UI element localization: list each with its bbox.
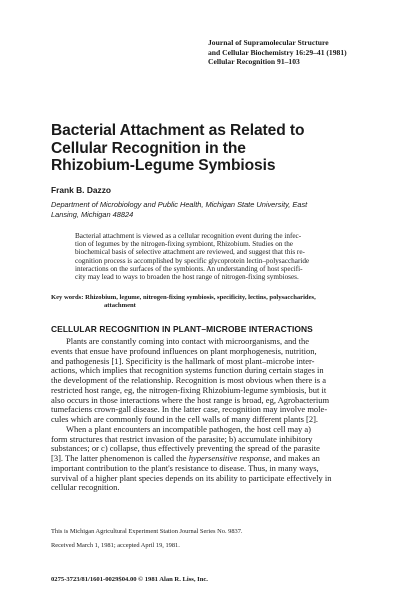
body-line: restricted host range, eg, the nitrogen-fixing Rhizobium-legume symbiosis, but it xyxy=(51,384,327,395)
abstract-line: city may lead to ways to broaden the host range of nitrogen-fixing symbioses. xyxy=(75,273,299,282)
body-line: cules which are commonly found in the cell walls of many different plants [2]. xyxy=(51,414,319,424)
body-line: important contribution to the plant's resistance to disease. Thus, in many ways, xyxy=(51,462,319,473)
body-line: When a plant encounters an incompatible pathogen, the host cell may a) xyxy=(66,423,311,434)
keywords-list: Rhizobium, legume, nitrogen-fixing symbiosis, specificity, lectins, polysaccharides, xyxy=(85,294,316,301)
abstract-line: biochemical basis of selective attachment are reviewed, and suggest that this re- xyxy=(75,248,305,257)
title-line-2: Cellular Recognition in the xyxy=(51,139,246,157)
body-line: tumefaciens crown-gall disease. In the latter case, recognition may involve mole- xyxy=(51,404,328,415)
journal-line-2: and Cellular Biochemistry 16:29–41 (1981) xyxy=(208,47,347,57)
italic-term: hypersensitive response xyxy=(188,453,270,463)
abstract-line: tion of legumes by the nitrogen-fixing symbiont, Rhizobium. Studies on the xyxy=(75,240,294,249)
abstract-line: Bacterial attachment is viewed as a cellular recognition event during the infec- xyxy=(75,232,302,240)
author-name: Frank B. Dazzo xyxy=(51,185,112,195)
abstract-line: interactions on the surfaces of the symbionts. An understanding of host specifi- xyxy=(75,264,303,273)
body-line: survival of a higher plant species depends on its ability to participate effectively in xyxy=(51,472,332,483)
keywords-continuation: attachment xyxy=(104,302,136,309)
body-line: events that ensue have profound influences on plant morphogenesis, nutrition, xyxy=(51,345,317,356)
article-title xyxy=(51,122,381,175)
body-line: actions, which implies that recognition systems function during certain stages in xyxy=(51,365,324,376)
body-line: Plants are constantly coming into contact with microorganisms, and the xyxy=(66,336,309,346)
copyright-line: 0275-3723/81/1601-0029$04.00 © 1981 Alan R. Liss, Inc. xyxy=(51,576,208,583)
author-affiliation xyxy=(51,200,371,220)
body-line: and pathogenesis [1]. Specificity is the hallmark of most plant–microbe inter- xyxy=(51,355,315,366)
body-line: cellular recognition. xyxy=(51,482,120,493)
title-line-3: Rhizobium-Legume Symbiosis xyxy=(51,157,276,175)
section-heading: CELLULAR RECOGNITION IN PLANT–MICROBE INTERACTIONS xyxy=(51,324,313,334)
journal-line-1: Journal of Supramolecular Structure xyxy=(208,38,329,47)
body-line: substances; or c) collapse, thus effectively preventing the spread of the parasite xyxy=(51,443,320,454)
title-line-1: Bacterial Attachment as Related to xyxy=(51,122,305,139)
body-line: the development of the relationship. Recognition is most obvious when there is a xyxy=(51,375,327,385)
journal-citation xyxy=(208,38,398,67)
keywords xyxy=(51,294,391,310)
affiliation-line-2: Lansing, Michigan 48824 xyxy=(51,209,134,219)
body-line: form structures that restrict invasion of the parasite; b) accumulate inhibitory xyxy=(51,433,313,444)
footnote-received: Received March 1, 1981; accepted April 19, 1981. xyxy=(51,542,180,549)
body-line-start: [3]. The latter phenomenon is called the xyxy=(51,453,189,463)
affiliation-line-1: Department of Microbiology and Public Health, Michigan State University, East xyxy=(51,200,308,209)
body-line-end: , and makes an xyxy=(269,453,320,463)
abstract xyxy=(75,232,375,281)
footnote-series: This is Michigan Agricultural Experiment Station Journal Series No. 9837. xyxy=(51,528,243,535)
body-line: also occurs in those interactions where the host range is broad, eg, Agrobacterium xyxy=(51,394,330,405)
abstract-line: cognition process is accomplished by specific glycoprotein lectin–polysaccharide xyxy=(75,256,310,265)
keywords-label: Key words: xyxy=(51,294,84,301)
body-text xyxy=(51,337,376,493)
journal-line-3: Cellular Recognition 91–103 xyxy=(208,57,300,67)
